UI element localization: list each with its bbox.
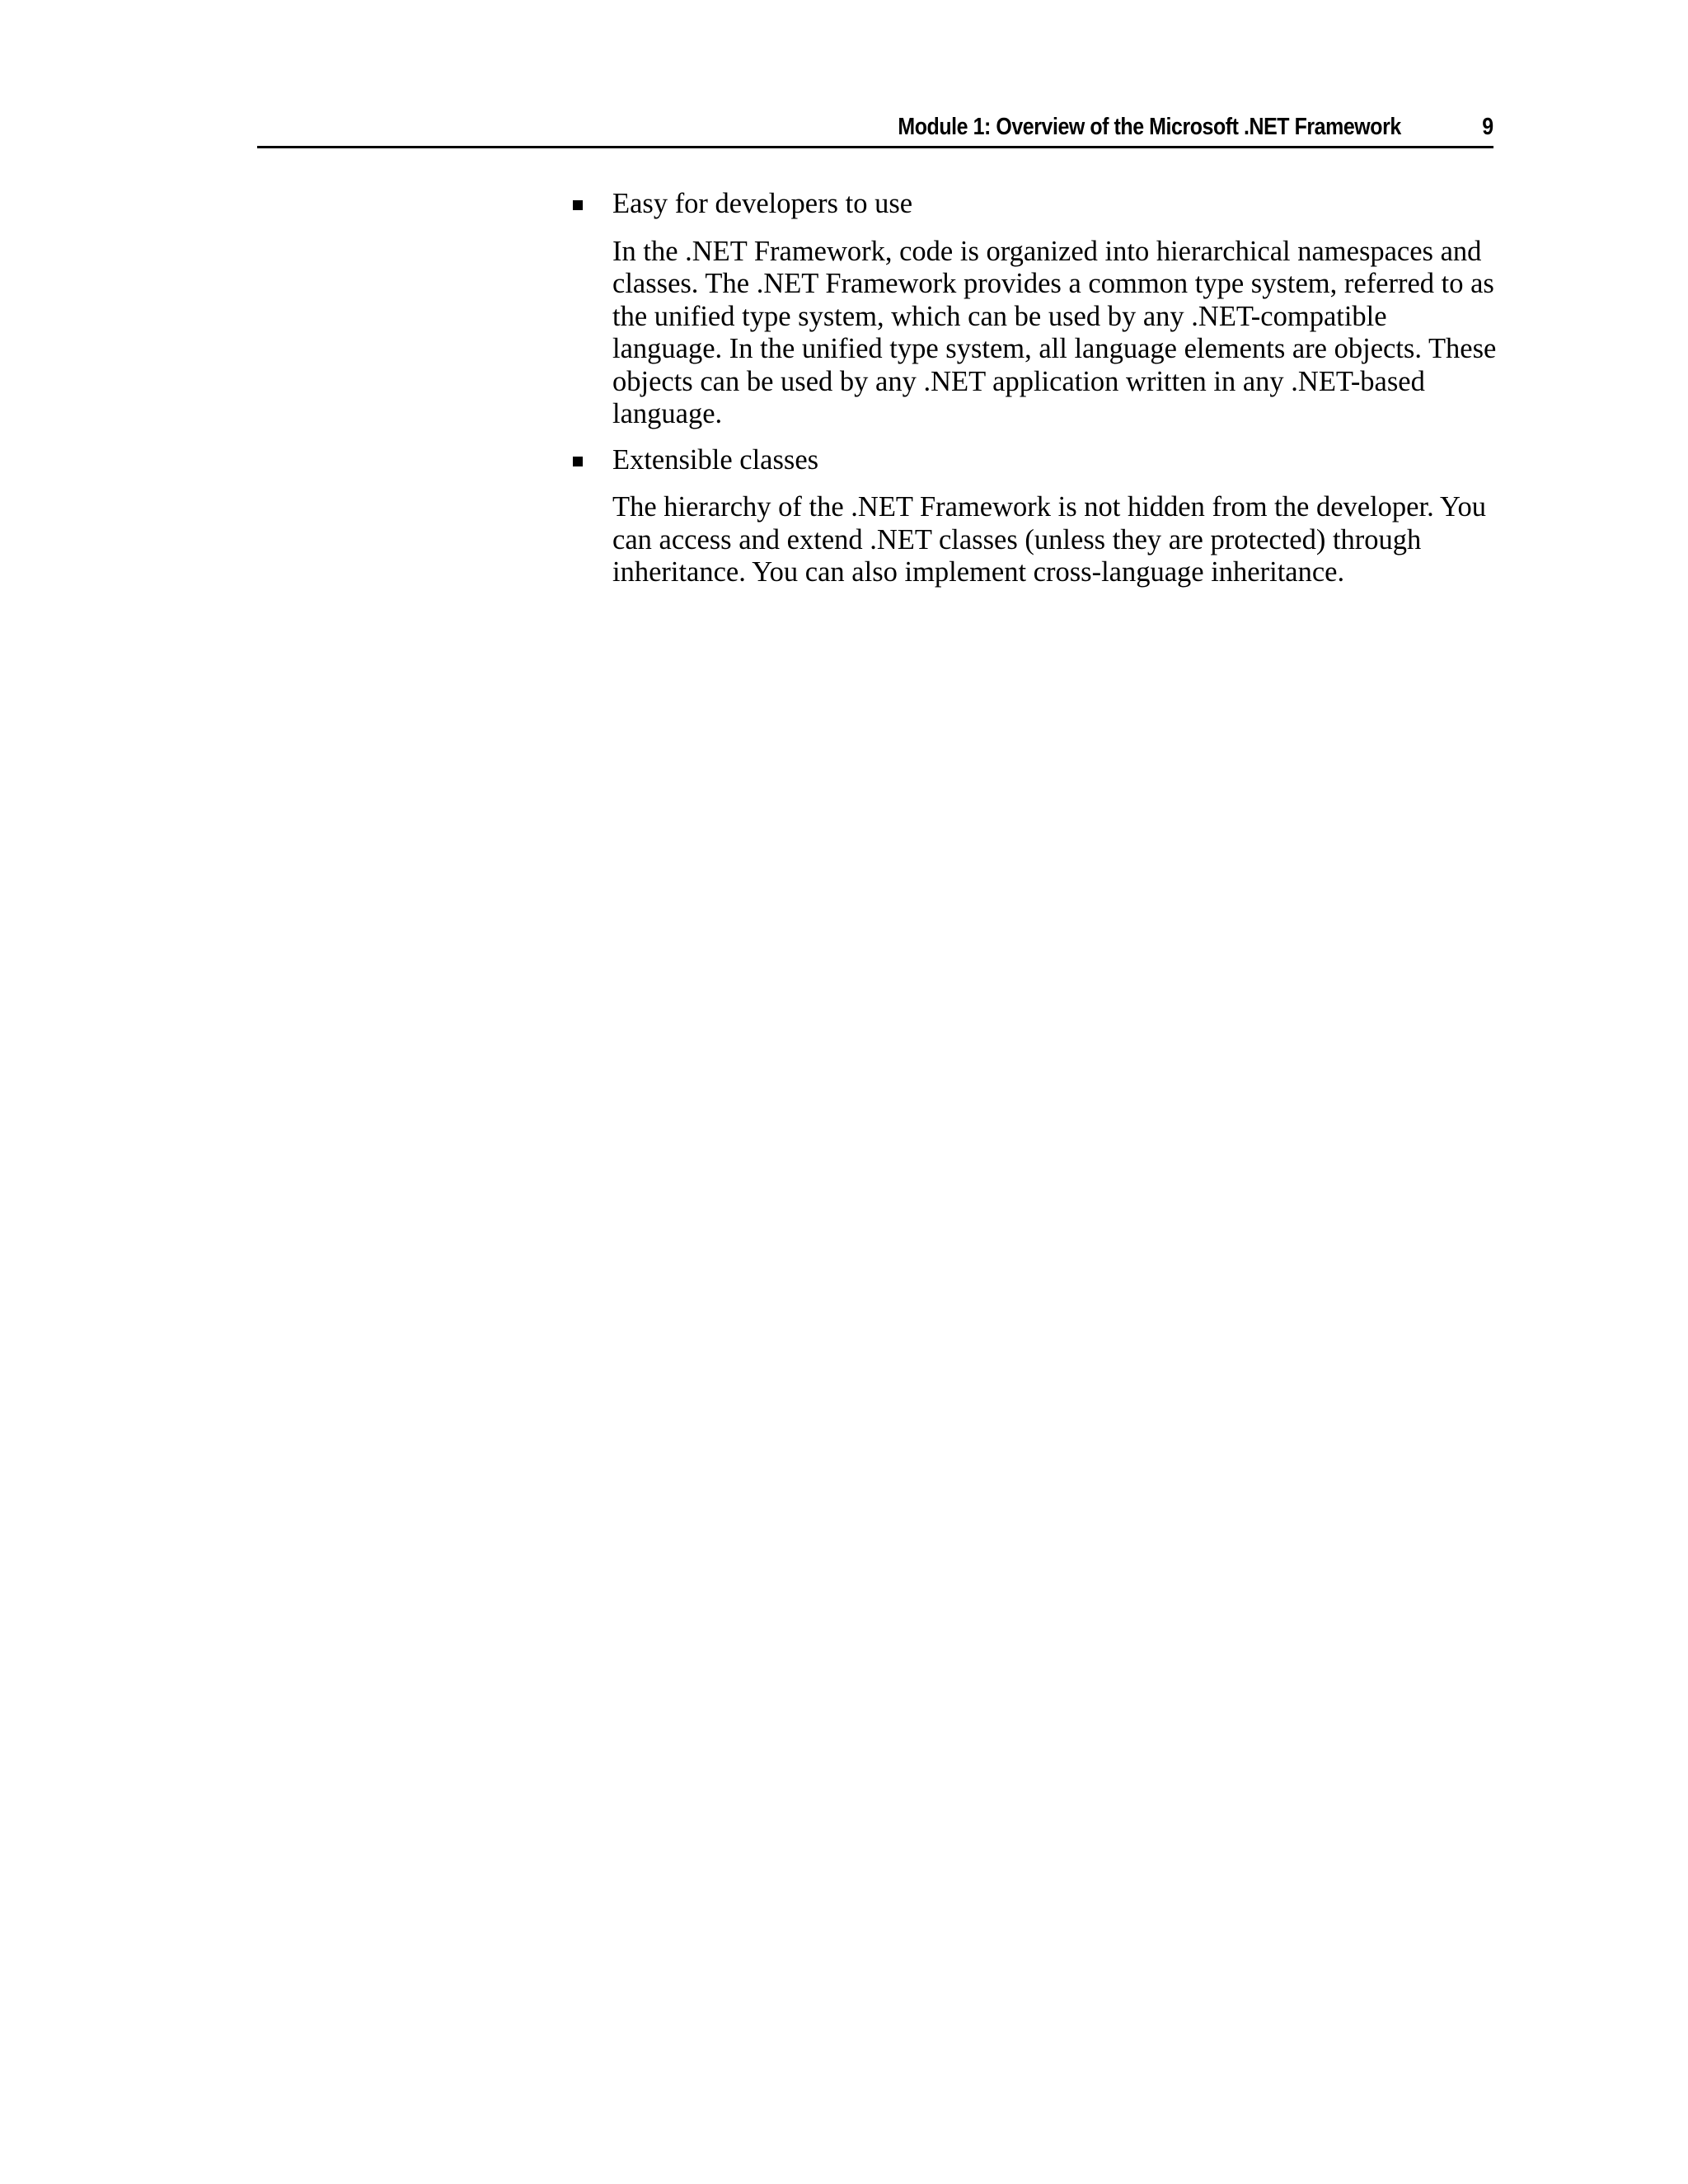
bullet-heading: Easy for developers to use	[612, 188, 913, 219]
bullet-item-extensible-classes	[573, 444, 1500, 589]
page-content	[573, 188, 1500, 602]
running-header-title: Module 1: Overview of the Microsoft .NET Framework	[898, 114, 1401, 140]
bullet-body-paragraph: The hierarchy of the .NET Framework is not hidden from the developer. You can access and extend .NET classes (unless they are protected) through inheritance. You can also implement cross-language inheritance.	[612, 491, 1486, 588]
square-bullet-icon	[573, 457, 583, 466]
bullet-item-easy-to-use	[573, 188, 1500, 431]
bullet-heading: Extensible classes	[612, 443, 819, 476]
page-number: 9	[1482, 114, 1493, 140]
page-header	[257, 105, 1493, 148]
bullet-body-paragraph: In the .NET Framework, code is organized into hierarchical namespaces and classes. The .NET Framework provides a common type system, referred to as the unified type system, which can be used by any .NET-compatible language. In the unified type system, all language elements are objects. These objects can be used by any .NET application written in any .NET-based language.	[612, 235, 1497, 429]
square-bullet-icon	[573, 200, 583, 210]
